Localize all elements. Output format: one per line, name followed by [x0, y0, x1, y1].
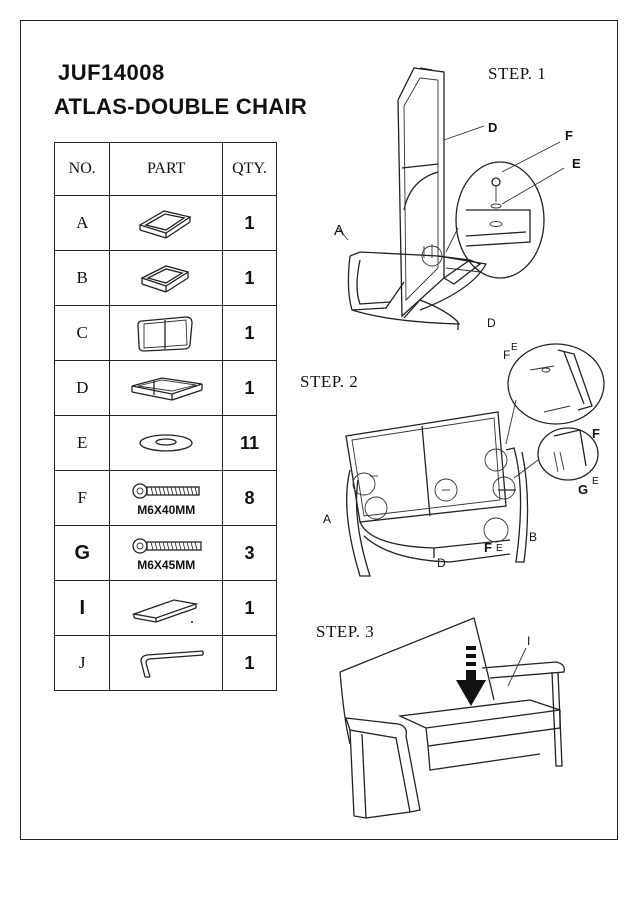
part-qty: 11	[223, 416, 277, 471]
part-no: D	[55, 361, 110, 416]
step-2-label-e-right: E	[592, 476, 599, 487]
part-qty: 1	[223, 251, 277, 306]
step-2-label-f-right: F	[592, 426, 600, 441]
part-qty: 8	[223, 471, 277, 526]
step-3-label-i: I	[527, 634, 531, 648]
part-image	[110, 581, 223, 636]
armrest-frame-b-icon	[126, 258, 206, 298]
part-image	[110, 526, 223, 581]
part-no: B	[55, 251, 110, 306]
step-2-label-a: A	[323, 512, 332, 526]
step-2-label-e-bottom: E	[496, 543, 503, 554]
parts-table	[54, 142, 277, 691]
step-3-title: STEP. 3	[316, 622, 375, 641]
table-row	[55, 196, 277, 251]
step-2-label-f-bottom: F	[484, 540, 492, 555]
step-1-label-f: F	[565, 128, 573, 143]
part-qty: 1	[223, 636, 277, 691]
header-part: PART	[110, 143, 223, 196]
part-image	[110, 251, 223, 306]
step-1-label-a: A	[334, 222, 345, 239]
part-image	[110, 196, 223, 251]
step-2-diagram	[330, 340, 620, 590]
part-qty: 3	[223, 526, 277, 581]
backrest-panel-icon	[126, 311, 206, 355]
part-image	[110, 416, 223, 471]
table-row	[55, 526, 277, 581]
part-image	[110, 361, 223, 416]
step-1-title: STEP. 1	[488, 64, 547, 83]
part-qty: 1	[223, 306, 277, 361]
part-no: J	[55, 636, 110, 691]
table-row	[55, 361, 277, 416]
part-no: E	[55, 416, 110, 471]
table-row	[55, 471, 277, 526]
part-qty: 1	[223, 196, 277, 251]
table-row	[55, 636, 277, 691]
bolt-icon	[126, 480, 206, 502]
part-no: G	[55, 526, 110, 581]
product-code: JUF14008	[58, 60, 165, 85]
washer-icon	[131, 428, 201, 458]
step-1-label-d-bottom: D	[487, 316, 496, 330]
allen-key-icon	[123, 643, 209, 683]
step-2-label-b: B	[529, 530, 538, 544]
product-title: ATLAS-DOUBLE CHAIR	[54, 94, 308, 119]
bolt-spec-label: M6X45MM	[137, 557, 196, 572]
bolt-spec-label: M6X40MM	[137, 502, 196, 517]
header-qty: QTY.	[223, 143, 277, 196]
part-image	[110, 636, 223, 691]
part-qty: 1	[223, 361, 277, 416]
bolt-icon	[126, 535, 206, 557]
step-1-diagram	[320, 60, 610, 340]
part-image	[110, 471, 223, 526]
table-row	[55, 306, 277, 361]
step-2-label-f-top: F	[503, 348, 511, 362]
part-no: F	[55, 471, 110, 526]
header-no: NO.	[55, 143, 110, 196]
seat-frame-icon	[124, 368, 208, 408]
part-no: A	[55, 196, 110, 251]
step-2-label-d: D	[437, 556, 446, 570]
table-row	[55, 416, 277, 471]
step-2-title: STEP. 2	[300, 372, 359, 391]
table-row	[55, 251, 277, 306]
armrest-frame-a-icon	[126, 203, 206, 243]
table-header-row	[55, 143, 277, 196]
part-qty: 1	[223, 581, 277, 636]
step-1-label-d: D	[488, 120, 498, 135]
step-2-label-e-top: E	[511, 342, 518, 353]
part-no: C	[55, 306, 110, 361]
step-1-label-e: E	[572, 156, 581, 171]
step-2-label-g: G	[578, 482, 589, 497]
part-image	[110, 306, 223, 361]
table-row	[55, 581, 277, 636]
seat-cushion-icon	[124, 588, 208, 628]
part-no: I	[55, 581, 110, 636]
step-3-diagram	[330, 610, 580, 830]
